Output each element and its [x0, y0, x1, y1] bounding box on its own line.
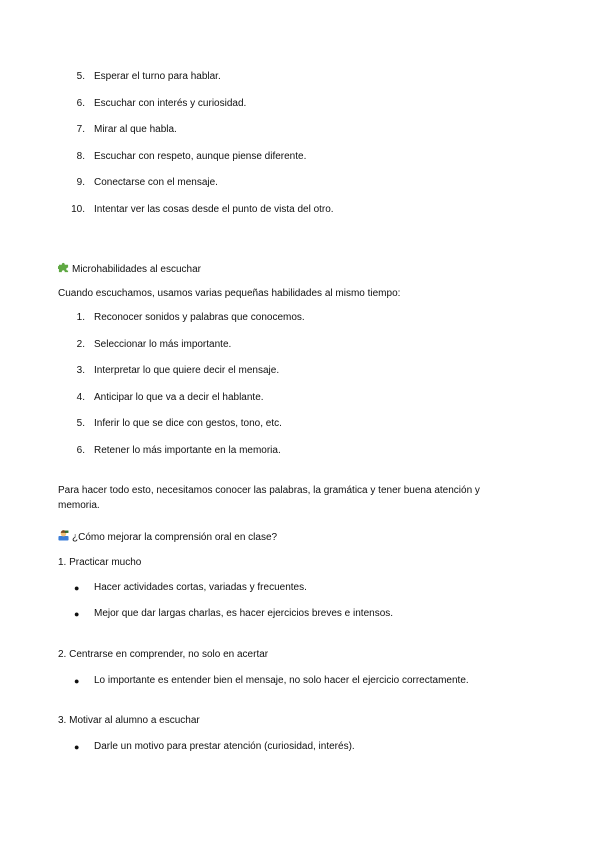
section-title: 2. Centrarse en comprender, no solo en acertar — [58, 649, 269, 660]
micro-heading: Microhabilidades al escuchar — [58, 262, 201, 276]
teacher-icon — [58, 530, 69, 541]
bullet-icon: ● — [74, 742, 80, 752]
section-title: 3. Motivar al alumno a escuchar — [58, 715, 200, 726]
bullet-icon: ● — [74, 583, 80, 593]
section-title: 1. Practicar mucho — [58, 557, 142, 568]
micro-intro: Cuando escuchamos, usamos varias pequeñas habilidades al mismo tiempo: — [58, 288, 401, 299]
improve-heading: ¿Cómo mejorar la comprensión oral en clase? — [58, 530, 277, 544]
puzzle-icon — [58, 262, 69, 273]
micro-closing-paragraph: Para hacer todo esto, necesitamos conocer las palabras, la gramática y tener buena atención y memoria. — [58, 485, 480, 511]
bullet-icon: ● — [74, 609, 80, 619]
document-page: 5. Esperar el turno para hablar. 6. Escuchar con interés y curiosidad. 7. Mirar al que habla. 8. Escuchar con respeto, aunque piense diferente. 9. Conectarse con el mensaje. 10. Intentar ver las cosas desde el punto de vista del otro. Microhabilidades al escuchar Cuando escuchamos, usamos varias pequeñas habilidades al mismo tiempo: 1. Reconocer sonidos y palabras que conocemos. 2. Seleccionar lo más importante. 3. Interpretar lo que quiere decir el mensaje. 4. Anticipar lo que va a decir el hablante. 5. Inferir lo que se dice con gestos, tono, etc. 6. Retener lo más importante en la memoria. Para hacer todo esto, necesitamos conocer las palabras, la gramática y tener buena atención y memoria. ¿Cómo mejorar la comprensión oral en clase? 1. Practicar mucho ● Hacer actividades cortas, variadas y frecuentes. ● Mejor que dar largas charlas, es hacer ejercicios breves e intensos. 2. Centrarse en comprender, no solo en acertar ● Lo importante es entender bien el mensaje, no solo hacer el ejercicio correctamente. 3. Motivar al alumno a escuchar ● Darle un motivo para prestar atención (curiosidad, interés). — [0, 0, 600, 848]
bullet-icon: ● — [74, 676, 80, 686]
